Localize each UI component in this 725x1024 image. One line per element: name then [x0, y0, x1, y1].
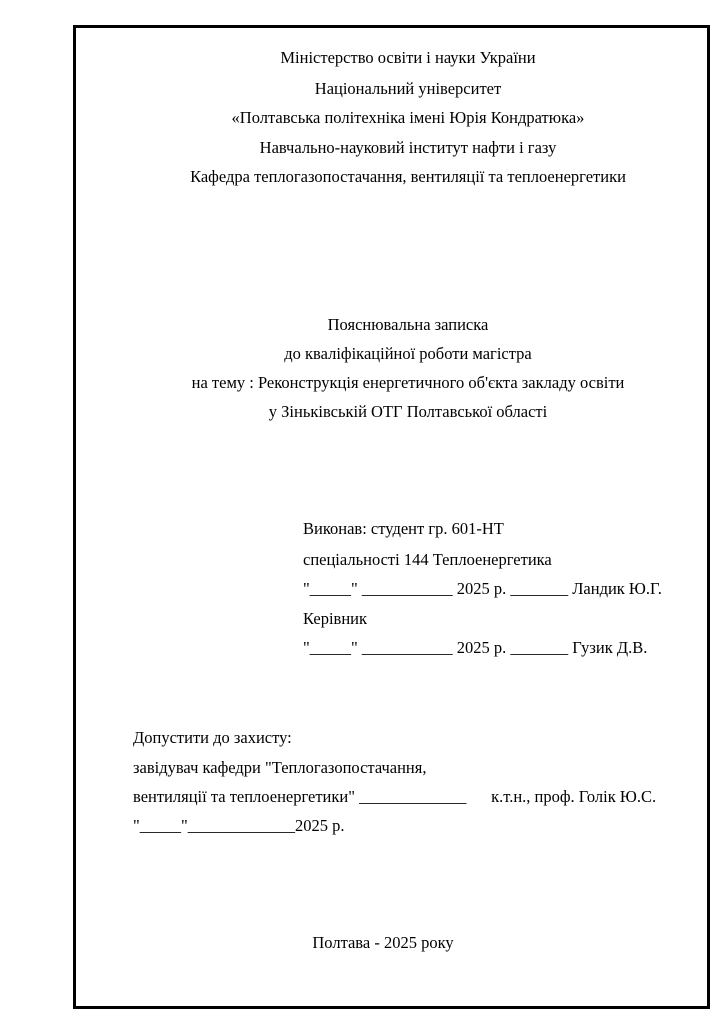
university-name-line: «Полтавська політехніка імені Юрія Кондратюка» — [231, 108, 585, 127]
author-signature-line: "_____" ___________ 2025 р. _______ Ландик Ю.Г. — [303, 579, 662, 598]
ministry-line: Міністерство освіти і науки України — [280, 48, 536, 67]
supervisor-label: Керівник — [303, 609, 368, 628]
university-line: Національний університет — [314, 79, 502, 98]
institute-line: Навчально-науковий інститут нафти і газу — [259, 138, 557, 157]
approval-heading: Допустити до захисту: — [133, 728, 292, 747]
author-group: Виконав: студент гр. 601-НТ — [303, 519, 504, 538]
author-specialty: спеціальності 144 Теплоенергетика — [303, 550, 552, 569]
approval-head-title: завідувач кафедри "Теплогазопостачання, — [133, 758, 427, 777]
department-line: Кафедра теплогазопостачання, вентиляції та теплоенергетики — [190, 167, 626, 186]
document-topic: на тему : Реконструкція енергетичного об'єкта закладу освіти — [191, 373, 625, 392]
document-topic-continued: у Зіньківській ОТГ Полтавської області — [268, 402, 548, 421]
approval-date-line: "_____"_____________2025 р. — [133, 816, 345, 835]
document-purpose: до кваліфікаційної роботи магістра — [284, 344, 532, 363]
supervisor-signature-line: "_____" ___________ 2025 р. _______ Гузик Д.В. — [303, 638, 648, 657]
city-year-footer: Полтава - 2025 року — [312, 933, 454, 952]
document-type: Пояснювальна записка — [327, 315, 489, 334]
approval-signature-line: вентиляції та теплоенергетики" _____________ к.т.н., проф. Голік Ю.С. — [133, 787, 657, 806]
